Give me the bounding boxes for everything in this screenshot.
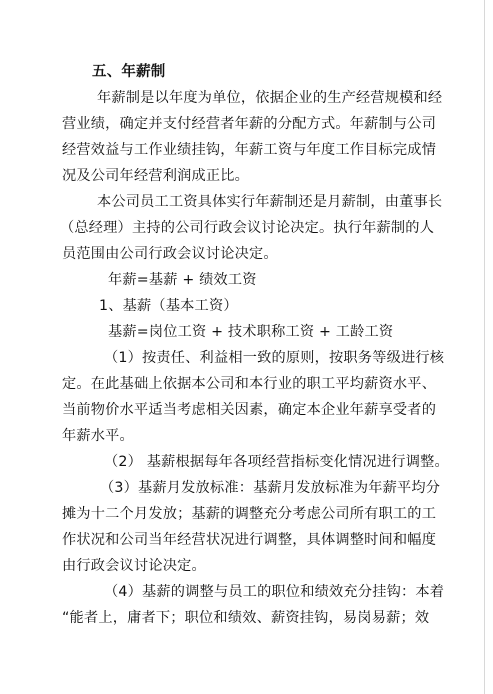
paragraph-line: 由行政会议讨论决定。 [62,558,206,574]
formula-line: 基薪=岗位工资 + 技术职称工资 + 工龄工资 [108,324,394,340]
paragraph-line: 员范围由公司行政会议讨论决定。 [62,246,278,262]
paragraph-line: （3）基薪月发放标准：基薪月发放标准为年薪平均分 [100,480,441,496]
paragraph-line: 年薪制是以年度为单位，依据企业的生产经营规模和经 [97,90,443,106]
paragraph-line: （2） 基薪根据每年各项经营指标变化情况进行调整。 [104,454,449,470]
paragraph-line: （总经理）主持的公司行政会议讨论决定。执行年薪制的人 [60,220,435,236]
subsection-heading: 1、基薪（基本工资） [99,298,238,314]
formula-line: 年薪=基薪 + 绩效工资 [108,272,257,288]
section-heading: 五、年薪制 [92,64,166,80]
paragraph-line: （4）基薪的调整与员工的职位和绩效充分挂钩：本着 [104,584,445,600]
paragraph-line: 当前物价水平适当考虑相关因素，确定本企业年薪享受者的 [62,402,437,418]
paragraph-line: 营业绩，确定并支付经营者年薪的分配方式。年薪制与公司 [62,116,437,132]
paragraph-line: 定。在此基础上依据本公司和本行业的职工平均薪资水平、 [62,376,437,392]
paragraph-line: 摊为十二个月发放；基薪的调整充分考虑公司所有职工的工 [62,506,437,522]
paragraph-line: 经营效益与工作业绩挂钩，年薪工资与年度工作目标完成情 [62,142,437,158]
paragraph-line: 年薪水平。 [62,428,134,444]
paragraph-line: 况及公司年经营利润成正比。 [62,168,250,184]
page-edge-line [484,0,485,694]
paragraph-line: 作状况和公司当年经营状况进行调整，具体调整时间和幅度 [62,532,437,548]
paragraph-line: （1）按责任、利益相一致的原则，按职务等级进行核 [104,350,445,366]
paragraph-line: “能者上，庸者下；职位和绩效、薪资挂钩，易岗易薪；效 [62,610,430,626]
paragraph-line: 本公司员工工资具体实行年薪制还是月薪制，由董事长 [97,194,443,210]
